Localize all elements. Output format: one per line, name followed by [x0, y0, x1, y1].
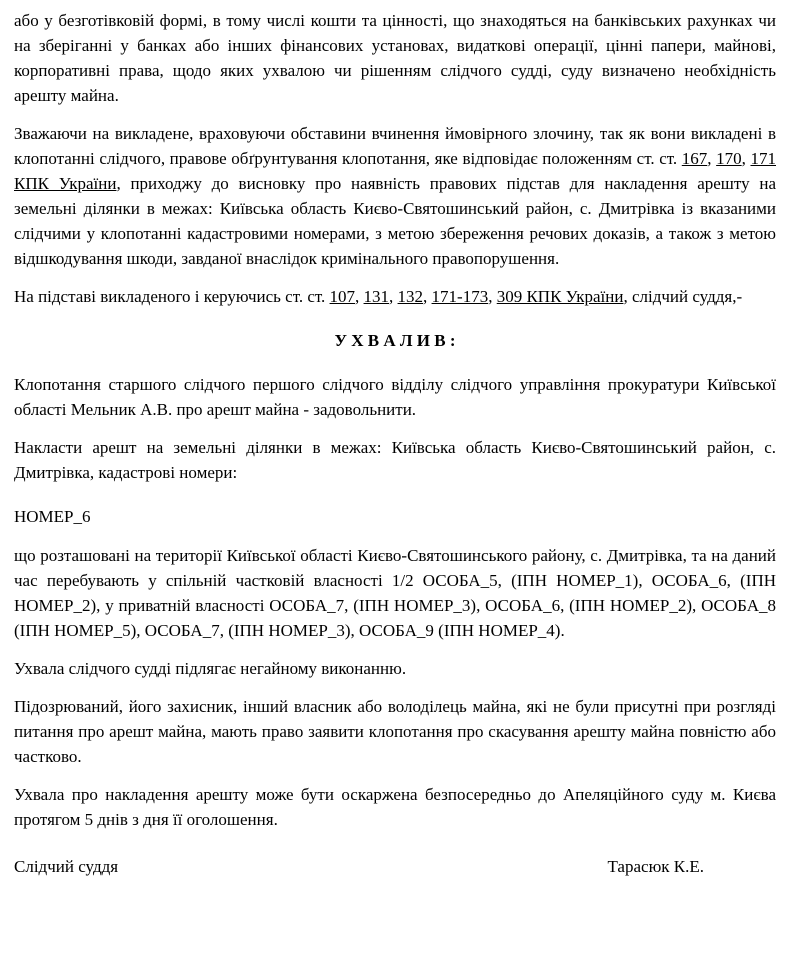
- legal-basis-text-tail: , слідчий суддя,-: [623, 287, 743, 306]
- paragraph-motivation: [14, 121, 776, 271]
- paragraph-assets-description: або у безготівковій формі, в тому числі кошти та цінності, що знаходяться на банківських рахунках чи на зберіганні у банках або інших фінансових установах, видаткові операції, цінні папери, майнові, корпоративні права, щодо яких ухвалою чи рішенням слідчого судді, суду визначено необхідність арешту майна.: [14, 11, 776, 105]
- paragraph-immediate-execution: Ухвала слідчого судді підлягає негайному виконанню.: [14, 659, 407, 678]
- law-ref-167[interactable]: 167: [681, 149, 708, 168]
- judge-title: Слідчий суддя: [14, 857, 119, 876]
- law-ref-170[interactable]: 170: [716, 149, 742, 168]
- paragraph-arrest-order: Накласти арешт на земельні ділянки в межах: Київська область Києво-Святошинський район, с. Дмитрівка, кадастрові номери:: [14, 438, 776, 482]
- paragraph-appeal-deadline: Ухвала про накладення арешту може бути оскаржена безпосередньо до Апеляційного суду м. Києва протягом 5 днів з дня її оголошення.: [14, 785, 776, 829]
- motivation-text-lead: Зважаючи на викладене, враховуючи обставини вчинення ймовірного злочину, так як вони викладені в клопотанні слідчого, правове обґрунтування клопотання, яке відповідає положенням ст. ст.: [14, 124, 776, 168]
- judge-name: Тарасюк К.Е.: [607, 857, 704, 876]
- paragraph-ruling-grant: Клопотання старшого слідчого першого слідчого відділу слідчого управління прокуратури Київської області Мельник А.В. про арешт майна - задовольнити.: [14, 375, 776, 419]
- signature-row: [14, 854, 776, 879]
- motivation-text-tail: , приходжу до висновку про наявність правових підстав для накладення арешту на земельні ділянки в межах: Київська область Києво-Святошинський район, с. Дмитрівка із вказаними слідчими у клопотанні кадастровими номерами, з метою збереження речових доказів, а також з метою відшкодування шкоди, завданої внаслідок кримінального правопорушення.: [14, 174, 776, 268]
- text-separator: ,: [389, 287, 398, 306]
- text-separator: ,: [423, 287, 432, 306]
- law-ref-309-kpk[interactable]: 309 КПК України: [496, 287, 624, 306]
- paragraph-appeal-right: Підозрюваний, його захисник, інший власник або володілець майна, які не були присутні при розгляді питання про арешт майна, мають право заявити клопотання про скасування арешту майна повністю або частково.: [14, 697, 776, 766]
- law-ref-107[interactable]: 107: [329, 287, 356, 306]
- paragraph-legal-basis: [14, 284, 776, 309]
- law-ref-171-173[interactable]: 171-173: [431, 287, 489, 306]
- legal-basis-text-lead: На підставі викладеного і керуючись ст. ст.: [14, 287, 330, 306]
- law-ref-131[interactable]: 131: [363, 287, 390, 306]
- law-ref-171-kpk[interactable]: 171 КПК України: [14, 149, 776, 193]
- text-separator: ,: [707, 149, 717, 168]
- text-separator: ,: [741, 149, 751, 168]
- text-separator: ,: [488, 287, 497, 306]
- law-ref-132[interactable]: 132: [397, 287, 424, 306]
- paragraph-owners: що розташовані на території Київської області Києво-Святошинського району, с. Дмитрівка, та на даний час перебувають у спільній частковій власності 1/2 ОСОБА_5, (ІПН НОМЕР_1), ОСОБА_6, (ІПН НОМЕР_2), у приватній власності ОСОБА_7, (ІПН НОМЕР_3), ОСОБА_6, (ІПН НОМЕР_2), ОСОБА_8 (ІПН НОМЕР_5), ОСОБА_7, (ІПН НОМЕР_3), ОСОБА_9 (ІПН НОМЕР_4).: [14, 546, 776, 640]
- ruling-heading: У Х В А Л И В :: [334, 331, 456, 350]
- text-separator: ,: [355, 287, 364, 306]
- paragraph-cadastral-number: НОМЕР_6: [14, 507, 91, 526]
